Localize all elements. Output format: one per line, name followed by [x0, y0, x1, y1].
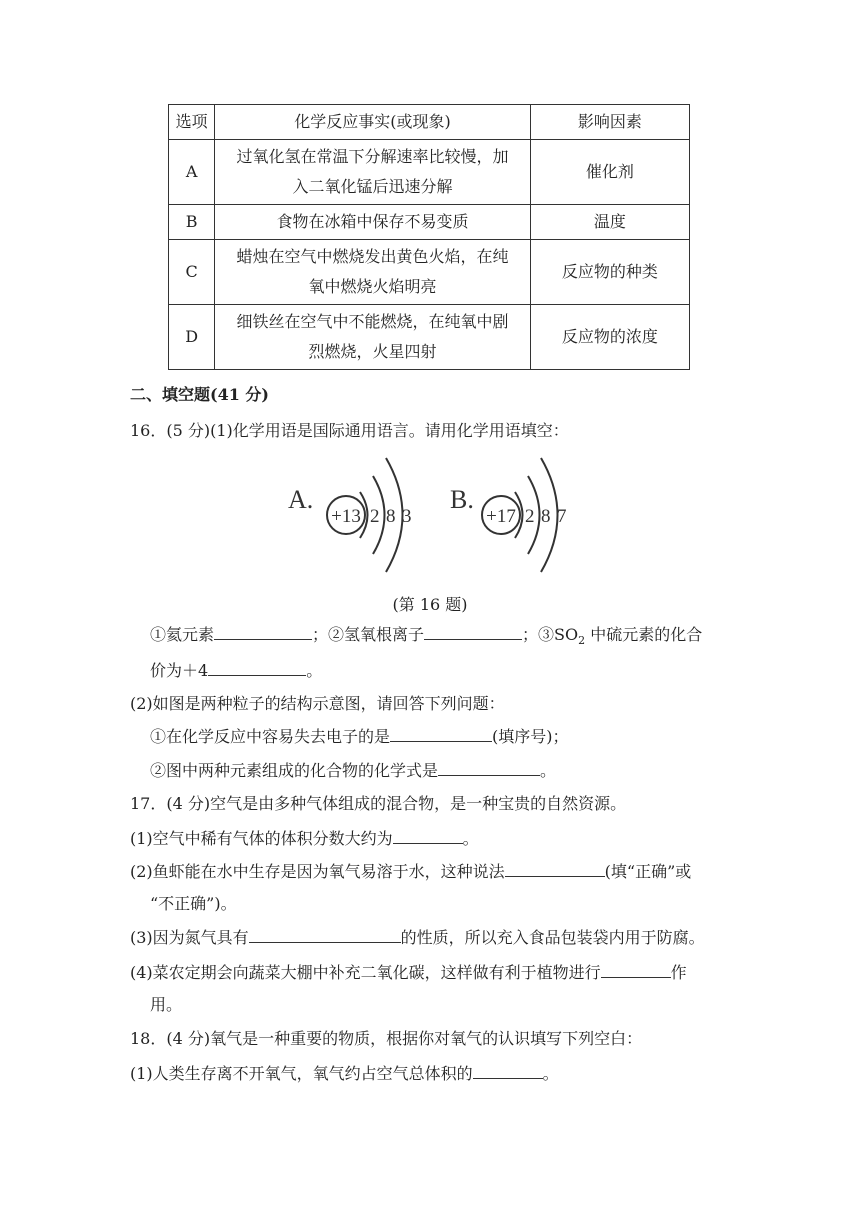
- q17-part4-cont: 用。: [150, 995, 183, 1014]
- atom-a-shell-electrons-3: 3: [402, 506, 412, 527]
- atom-b-shell-electrons-3: 7: [557, 506, 567, 527]
- q17-part2-cont: “不正确”)。: [150, 894, 237, 913]
- row-factor: 反应物的浓度: [530, 305, 689, 370]
- row-factor: 温度: [530, 205, 689, 240]
- atom-a-shell-electrons-1: 2: [370, 506, 380, 527]
- q17-part2: (2)鱼虾能在水中生存是因为氧气易溶于水，这种说法 (填“正确”或: [130, 862, 692, 881]
- answer-blank[interactable]: [249, 926, 401, 943]
- answer-blank[interactable]: [390, 725, 492, 742]
- row-option: B: [169, 205, 215, 240]
- row-factor: 催化剂: [530, 140, 689, 205]
- q16-part2: (2)如图是两种粒子的结构示意图，请回答下列问题：: [130, 694, 505, 713]
- atom-b-label: B.: [450, 485, 474, 514]
- table-row: [169, 305, 690, 370]
- factor-table: [168, 104, 690, 370]
- figure-caption: (第 16 题): [392, 595, 468, 614]
- q16-line1: ①氦元素 ；②氢氧根离子 ；$③SO_2$ 中硫元素的化合: [150, 625, 703, 648]
- row-fact: 食物在冰箱中保存不易变质: [215, 205, 530, 240]
- atom-a: [288, 458, 412, 572]
- q16-part2-a: ①在化学反应中容易失去电子的是 (填序号)；: [150, 727, 569, 746]
- q17-intro: 17．(4 分)空气是由多种气体组成的混合物，是一种宝贵的自然资源。: [130, 794, 627, 813]
- q16-intro: 16．(5 分)(1)化学用语是国际通用语言。请用化学用语填空：: [130, 421, 569, 440]
- header-fact: 化学反应事实(或现象): [215, 105, 530, 140]
- q17-part3: (3)因为氮气具有 的性质，所以充入食品包装袋内用于防腐。: [130, 928, 705, 947]
- atom-a-shell-electrons-2: 8: [386, 506, 396, 527]
- atom-b-shell-electrons-1: 2: [525, 506, 535, 527]
- section-title: 二、填空题(41 分): [130, 385, 269, 404]
- row-fact: 蜡烛在空气中燃烧发出黄色火焰，在纯 氧中燃烧火焰明亮: [215, 240, 530, 305]
- atom-b-nucleus: +17: [486, 506, 516, 527]
- header-option: 选项: [169, 105, 215, 140]
- answer-blank[interactable]: [424, 623, 522, 640]
- q17-part4: (4)菜农定期会向蔬菜大棚中补充二氧化碳，这样做有利于植物进行 作: [130, 963, 687, 982]
- atom-a-shell-1: [360, 492, 368, 538]
- atom-a-label: A.: [288, 485, 314, 514]
- q18-intro: 18．(4 分)氧气是一种重要的物质，根据你对氧气的认识填写下列空白：: [130, 1029, 643, 1048]
- row-fact: 过氧化氢在常温下分解速率比较慢，加 入二氧化锰后迅速分解: [215, 140, 530, 205]
- row-option: D: [169, 305, 215, 370]
- table-row: [169, 205, 690, 240]
- answer-blank[interactable]: [208, 659, 306, 676]
- q17-part1: (1)空气中稀有气体的体积分数大约为 。: [130, 829, 479, 848]
- answer-blank[interactable]: [438, 759, 540, 776]
- answer-blank[interactable]: [473, 1062, 543, 1079]
- q16-part2-b: ②图中两种元素组成的化合物的化学式是 。: [150, 761, 557, 780]
- table-row: [169, 240, 690, 305]
- header-factor: 影响因素: [530, 105, 689, 140]
- answer-blank[interactable]: [214, 623, 312, 640]
- row-fact: 细铁丝在空气中不能燃烧，在纯氧中剧 烈燃烧，火星四射: [215, 305, 530, 370]
- answer-blank[interactable]: [601, 961, 671, 978]
- q18-part1: (1)人类生存离不开氧气，氧气约占空气总体积的 。: [130, 1064, 559, 1083]
- atom-b-shell-1: [515, 492, 523, 538]
- table-header-row: [169, 105, 690, 140]
- atom-a-nucleus: +13: [331, 506, 361, 527]
- answer-blank[interactable]: [505, 860, 605, 877]
- row-factor: 反应物的种类: [530, 240, 689, 305]
- q16-line2: 价为＋4 。: [150, 661, 323, 680]
- atom-b: [450, 458, 567, 572]
- answer-blank[interactable]: [393, 827, 463, 844]
- atom-structure-diagram: [280, 452, 580, 582]
- row-option: C: [169, 240, 215, 305]
- atom-b-shell-electrons-2: 8: [541, 506, 551, 527]
- table-row: [169, 140, 690, 205]
- row-option: A: [169, 140, 215, 205]
